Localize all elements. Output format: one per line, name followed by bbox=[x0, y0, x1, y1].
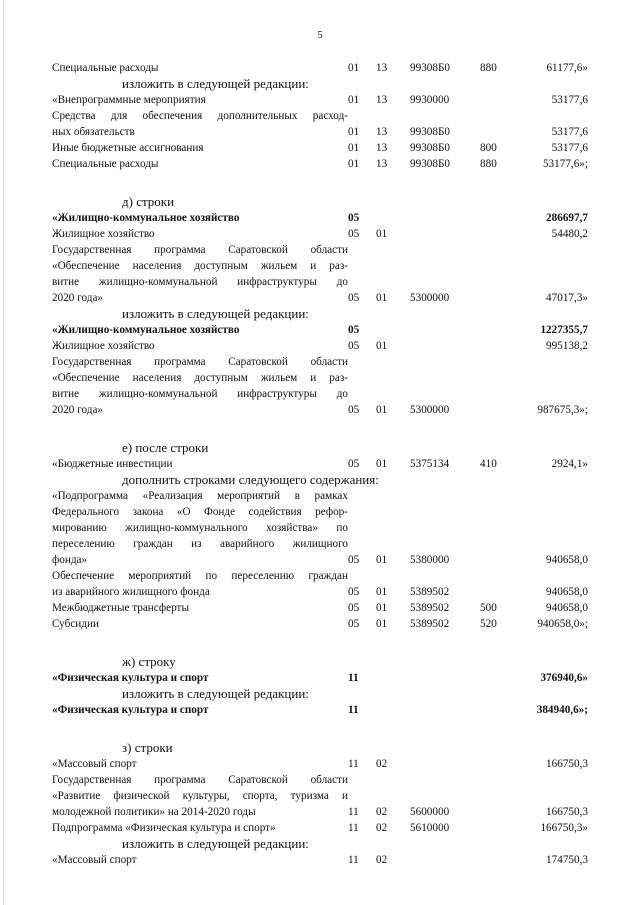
target-article-code bbox=[410, 852, 480, 868]
amount: 940658,0»; bbox=[537, 618, 588, 630]
target-article-code bbox=[410, 108, 480, 124]
section-code bbox=[348, 386, 376, 402]
expense-type-code bbox=[480, 386, 520, 402]
section-code bbox=[348, 504, 376, 520]
subsection-code: 02 bbox=[376, 806, 388, 818]
row-name: «Развитие физической культуры, спорта, туризма и bbox=[52, 790, 348, 802]
subsection-code: 13 bbox=[376, 94, 388, 106]
amount: 54480,2 bbox=[551, 228, 588, 240]
section-code: 05 bbox=[348, 602, 360, 614]
section-code bbox=[348, 242, 376, 258]
target-article-code: 99308Б0 bbox=[410, 62, 450, 74]
expense-type-code bbox=[480, 488, 520, 504]
section-code bbox=[348, 370, 376, 386]
section-code: 05 bbox=[348, 404, 360, 416]
amendment-instruction: изложить в следующей редакции: bbox=[122, 76, 309, 91]
expense-type-code: 880 bbox=[480, 158, 497, 170]
row-name: 2020 года» bbox=[52, 292, 104, 304]
expense-type-code bbox=[480, 504, 520, 520]
budget-row bbox=[0, 274, 640, 290]
expense-type-code bbox=[480, 756, 520, 772]
expense-type-code bbox=[480, 552, 520, 568]
subsection-code: 13 bbox=[376, 126, 388, 138]
amount bbox=[520, 788, 588, 804]
amount bbox=[520, 258, 588, 274]
target-article-code bbox=[410, 322, 480, 338]
subsection-code bbox=[376, 274, 410, 290]
target-article-code: 5389502 bbox=[410, 618, 450, 630]
budget-row bbox=[0, 124, 640, 140]
amount: 384940,6»; bbox=[536, 704, 588, 716]
amendment-instruction: з) строки bbox=[122, 740, 173, 755]
budget-row bbox=[0, 552, 640, 568]
amount: 53177,6 bbox=[551, 94, 588, 106]
subsection-code bbox=[376, 386, 410, 402]
subsection-code bbox=[376, 568, 410, 584]
row-name: 2020 года» bbox=[52, 404, 104, 416]
budget-row bbox=[0, 370, 640, 386]
target-article-code bbox=[410, 504, 480, 520]
budget-row bbox=[0, 290, 640, 306]
expense-type-code bbox=[480, 772, 520, 788]
target-article-code bbox=[410, 772, 480, 788]
row-name: витие жилищно-коммунальной инфраструктуры до bbox=[52, 276, 348, 288]
subsection-code bbox=[376, 772, 410, 788]
amendment-instruction: е) после строки bbox=[122, 440, 209, 455]
expense-type-code bbox=[480, 274, 520, 290]
amount bbox=[520, 242, 588, 258]
subsection-code: 01 bbox=[376, 618, 388, 630]
section-code: 05 bbox=[348, 340, 360, 352]
section-code: 05 bbox=[348, 458, 360, 470]
amount bbox=[520, 504, 588, 520]
subsection-code: 13 bbox=[376, 62, 388, 74]
row-name: молодежной политики» на 2014-2020 годы bbox=[52, 806, 256, 818]
row-name: Межбюджетные трансферты bbox=[52, 602, 189, 614]
budget-row bbox=[0, 258, 640, 274]
amount: 53177,6»; bbox=[542, 158, 588, 170]
target-article-code bbox=[410, 210, 480, 226]
row-name: Специальные расходы bbox=[52, 62, 159, 74]
row-name: «Обеспечение населения доступным жильем и раз- bbox=[52, 372, 348, 384]
budget-row bbox=[0, 488, 640, 504]
row-name: Обеспечение мероприятий по переселению граждан bbox=[52, 570, 348, 582]
amendment-instruction: дополнить строками следующего содержания: bbox=[122, 472, 379, 487]
budget-row bbox=[0, 92, 640, 108]
target-article-code: 5300000 bbox=[410, 292, 450, 304]
budget-row bbox=[0, 108, 640, 124]
section-code: 05 bbox=[348, 228, 360, 240]
budget-row bbox=[0, 242, 640, 258]
budget-row bbox=[0, 140, 640, 156]
expense-type-code bbox=[480, 290, 520, 306]
section-code bbox=[348, 274, 376, 290]
subsection-code bbox=[376, 488, 410, 504]
expense-type-code bbox=[480, 210, 520, 226]
subsection-code: 01 bbox=[376, 602, 388, 614]
expense-type-code bbox=[480, 226, 520, 242]
budget-row bbox=[0, 772, 640, 788]
amount bbox=[520, 386, 588, 402]
target-article-code bbox=[410, 670, 480, 686]
section-code bbox=[348, 568, 376, 584]
row-name: «Физическая культура и спорт bbox=[52, 672, 209, 684]
expense-type-code: 520 bbox=[480, 618, 497, 630]
row-name: витие жилищно-коммунальной инфраструктуры до bbox=[52, 388, 348, 400]
expense-type-code bbox=[480, 852, 520, 868]
row-name: «Жилищно-коммунальное хозяйство bbox=[52, 324, 240, 336]
expense-type-code: 800 bbox=[480, 142, 497, 154]
amount: 53177,6 bbox=[551, 126, 588, 138]
row-name: Средства для обеспечения дополнительных расход- bbox=[52, 110, 348, 122]
target-article-code bbox=[410, 756, 480, 772]
section-code: 11 bbox=[348, 806, 359, 818]
budget-row bbox=[0, 402, 640, 418]
amendment-instruction: изложить в следующей редакции: bbox=[122, 306, 309, 321]
expense-type-code bbox=[480, 124, 520, 140]
amount: 1227355,7 bbox=[540, 324, 588, 336]
row-name: Иные бюджетные ассигнования bbox=[52, 142, 204, 154]
subsection-code bbox=[376, 536, 410, 552]
target-article-code: 99308Б0 bbox=[410, 126, 450, 138]
section-code: 11 bbox=[348, 822, 359, 834]
amendment-instruction: ж) строку bbox=[122, 654, 176, 669]
row-name: «Массовый спорт bbox=[52, 854, 137, 866]
section-spacer bbox=[0, 172, 640, 194]
amount: 376940,6» bbox=[540, 672, 588, 684]
expense-type-code: 880 bbox=[480, 62, 497, 74]
amount: 61177,6» bbox=[546, 62, 588, 74]
budget-row bbox=[0, 520, 640, 536]
target-article-code: 9930000 bbox=[410, 94, 450, 106]
section-code bbox=[348, 258, 376, 274]
expense-type-code bbox=[480, 820, 520, 836]
subsection-code bbox=[376, 504, 410, 520]
target-article-code bbox=[410, 536, 480, 552]
budget-row bbox=[0, 210, 640, 226]
budget-row bbox=[0, 226, 640, 242]
subsection-code: 01 bbox=[376, 586, 388, 598]
subsection-code bbox=[376, 520, 410, 536]
budget-row bbox=[0, 536, 640, 552]
amount bbox=[520, 274, 588, 290]
row-name: «Физическая культура и спорт bbox=[52, 704, 209, 716]
budget-row bbox=[0, 322, 640, 338]
subsection-code: 13 bbox=[376, 158, 388, 170]
budget-row bbox=[0, 804, 640, 820]
row-name: переселению граждан из аварийного жилищного bbox=[52, 538, 348, 550]
section-code bbox=[348, 354, 376, 370]
subsection-code bbox=[376, 242, 410, 258]
section-spacer bbox=[0, 632, 640, 654]
budget-row bbox=[0, 852, 640, 868]
target-article-code bbox=[410, 788, 480, 804]
target-article-code: 5375134 bbox=[410, 458, 450, 470]
subsection-code bbox=[376, 354, 410, 370]
section-code: 05 bbox=[348, 618, 360, 630]
section-code: 01 bbox=[348, 62, 360, 74]
subsection-code bbox=[376, 670, 410, 686]
section-code: 01 bbox=[348, 142, 360, 154]
amendment-instruction: изложить в следующей редакции: bbox=[122, 836, 309, 851]
budget-row bbox=[0, 584, 640, 600]
expense-type-code bbox=[480, 670, 520, 686]
amount: 940658,0 bbox=[546, 602, 588, 614]
subsection-code: 01 bbox=[376, 340, 388, 352]
row-name: «Массовый спорт bbox=[52, 758, 137, 770]
amount bbox=[520, 370, 588, 386]
subsection-code: 01 bbox=[376, 554, 388, 566]
amount: 47017,3» bbox=[546, 292, 588, 304]
expense-type-code bbox=[480, 568, 520, 584]
row-name: Подпрограмма «Физическая культура и спорт» bbox=[52, 822, 276, 834]
budget-row bbox=[0, 386, 640, 402]
section-code: 11 bbox=[348, 672, 359, 684]
page-number: 5 bbox=[317, 30, 323, 41]
section-code: 05 bbox=[348, 292, 360, 304]
section-code bbox=[348, 520, 376, 536]
subsection-code bbox=[376, 788, 410, 804]
amount: 174750,3 bbox=[546, 854, 588, 866]
amount: 166750,3 bbox=[546, 758, 588, 770]
amount bbox=[520, 520, 588, 536]
row-name: «Жилищно-коммунальное хозяйство bbox=[52, 212, 240, 224]
amount: 2924,1» bbox=[551, 458, 588, 470]
expense-type-code bbox=[480, 258, 520, 274]
target-article-code: 5389502 bbox=[410, 586, 450, 598]
budget-row bbox=[0, 504, 640, 520]
target-article-code: 5300000 bbox=[410, 404, 450, 416]
row-name: Государственная программа Саратовской области bbox=[52, 244, 348, 256]
section-code: 05 bbox=[348, 586, 360, 598]
amount: 940658,0 bbox=[546, 586, 588, 598]
budget-amendments-document bbox=[0, 60, 640, 868]
target-article-code: 99308Б0 bbox=[410, 142, 450, 154]
target-article-code bbox=[410, 370, 480, 386]
row-name: мированию жилищно-коммунального хозяйства» по bbox=[52, 522, 348, 534]
target-article-code: 5389502 bbox=[410, 602, 450, 614]
subsection-code bbox=[376, 322, 410, 338]
row-name: ных обязательств bbox=[52, 126, 135, 138]
row-name: «Обеспечение населения доступным жильем и раз- bbox=[52, 260, 348, 272]
section-code: 01 bbox=[348, 126, 360, 138]
target-article-code: 5610000 bbox=[410, 822, 450, 834]
row-name: Государственная программа Саратовской области bbox=[52, 774, 348, 786]
amount bbox=[520, 772, 588, 788]
section-code: 05 bbox=[348, 324, 360, 336]
subsection-code bbox=[376, 702, 410, 718]
row-name: из аварийного жилищного фонда bbox=[52, 586, 210, 598]
target-article-code bbox=[410, 338, 480, 354]
expense-type-code bbox=[480, 322, 520, 338]
budget-row bbox=[0, 616, 640, 632]
subsection-code: 13 bbox=[376, 142, 388, 154]
target-article-code bbox=[410, 488, 480, 504]
amount bbox=[520, 354, 588, 370]
budget-row bbox=[0, 702, 640, 718]
section-code bbox=[348, 772, 376, 788]
section-code: 05 bbox=[348, 212, 360, 224]
section-code bbox=[348, 108, 376, 124]
target-article-code: 99308Б0 bbox=[410, 158, 450, 170]
expense-type-code bbox=[480, 354, 520, 370]
amendment-instruction: изложить в следующей редакции: bbox=[122, 686, 309, 701]
budget-row bbox=[0, 788, 640, 804]
subsection-code bbox=[376, 210, 410, 226]
target-article-code: 5600000 bbox=[410, 806, 450, 818]
expense-type-code bbox=[480, 338, 520, 354]
subsection-code: 01 bbox=[376, 458, 388, 470]
amount bbox=[520, 536, 588, 552]
section-code: 11 bbox=[348, 758, 359, 770]
row-name: Федерального закона «О Фонде содействия рефор- bbox=[52, 506, 348, 518]
target-article-code bbox=[410, 354, 480, 370]
expense-type-code bbox=[480, 242, 520, 258]
row-name: Государственная программа Саратовской области bbox=[52, 356, 348, 368]
amount: 995138,2 bbox=[546, 340, 588, 352]
row-name: Специальные расходы bbox=[52, 158, 159, 170]
row-name: фонда» bbox=[52, 554, 88, 566]
section-code: 05 bbox=[348, 554, 360, 566]
row-name: Жилищное хозяйство bbox=[52, 340, 155, 352]
expense-type-code bbox=[480, 788, 520, 804]
expense-type-code bbox=[480, 402, 520, 418]
section-code: 11 bbox=[348, 704, 359, 716]
expense-type-code bbox=[480, 92, 520, 108]
expense-type-code bbox=[480, 108, 520, 124]
target-article-code bbox=[410, 258, 480, 274]
subsection-code: 02 bbox=[376, 854, 388, 866]
section-code: 11 bbox=[348, 854, 359, 866]
section-code: 01 bbox=[348, 158, 360, 170]
target-article-code bbox=[410, 274, 480, 290]
amount: 286697,7 bbox=[546, 212, 588, 224]
subsection-code: 02 bbox=[376, 758, 388, 770]
budget-row bbox=[0, 156, 640, 172]
target-article-code bbox=[410, 386, 480, 402]
expense-type-code bbox=[480, 804, 520, 820]
subsection-code: 01 bbox=[376, 228, 388, 240]
section-code bbox=[348, 536, 376, 552]
expense-type-code: 410 bbox=[480, 458, 497, 470]
row-name: Жилищное хозяйство bbox=[52, 228, 155, 240]
subsection-code bbox=[376, 108, 410, 124]
target-article-code bbox=[410, 568, 480, 584]
section-code bbox=[348, 488, 376, 504]
budget-row bbox=[0, 456, 640, 472]
section-code: 01 bbox=[348, 94, 360, 106]
section-spacer bbox=[0, 418, 640, 440]
target-article-code: 5380000 bbox=[410, 554, 450, 566]
section-spacer bbox=[0, 718, 640, 740]
amount bbox=[520, 488, 588, 504]
row-name: «Бюджетные инвестиции bbox=[52, 458, 173, 470]
subsection-code: 02 bbox=[376, 822, 388, 834]
row-name: «Внепрограммные мероприятия bbox=[52, 94, 206, 106]
budget-row bbox=[0, 820, 640, 836]
budget-row bbox=[0, 338, 640, 354]
amount: 53177,6 bbox=[551, 142, 588, 154]
section-code bbox=[348, 788, 376, 804]
subsection-code: 01 bbox=[376, 404, 388, 416]
amount: 166750,3» bbox=[540, 822, 588, 834]
expense-type-code bbox=[480, 370, 520, 386]
amount: 940658,0 bbox=[546, 554, 588, 566]
subsection-code bbox=[376, 370, 410, 386]
budget-row bbox=[0, 568, 640, 584]
budget-row bbox=[0, 670, 640, 686]
budget-row bbox=[0, 60, 640, 76]
budget-row bbox=[0, 600, 640, 616]
amendment-instruction: д) строки bbox=[122, 194, 175, 209]
row-name: Субсидии bbox=[52, 618, 99, 630]
budget-row bbox=[0, 354, 640, 370]
target-article-code bbox=[410, 520, 480, 536]
expense-type-code bbox=[480, 702, 520, 718]
expense-type-code: 500 bbox=[480, 602, 497, 614]
target-article-code bbox=[410, 702, 480, 718]
subsection-code: 01 bbox=[376, 292, 388, 304]
amount bbox=[520, 568, 588, 584]
row-name: «Подпрограмма «Реализация мероприятий в рамках bbox=[52, 490, 348, 502]
amount: 987675,3»; bbox=[537, 404, 588, 416]
budget-row bbox=[0, 756, 640, 772]
target-article-code bbox=[410, 242, 480, 258]
expense-type-code bbox=[480, 536, 520, 552]
amount bbox=[520, 108, 588, 124]
expense-type-code bbox=[480, 584, 520, 600]
subsection-code bbox=[376, 258, 410, 274]
target-article-code bbox=[410, 226, 480, 242]
expense-type-code bbox=[480, 520, 520, 536]
amount: 166750,3 bbox=[546, 806, 588, 818]
